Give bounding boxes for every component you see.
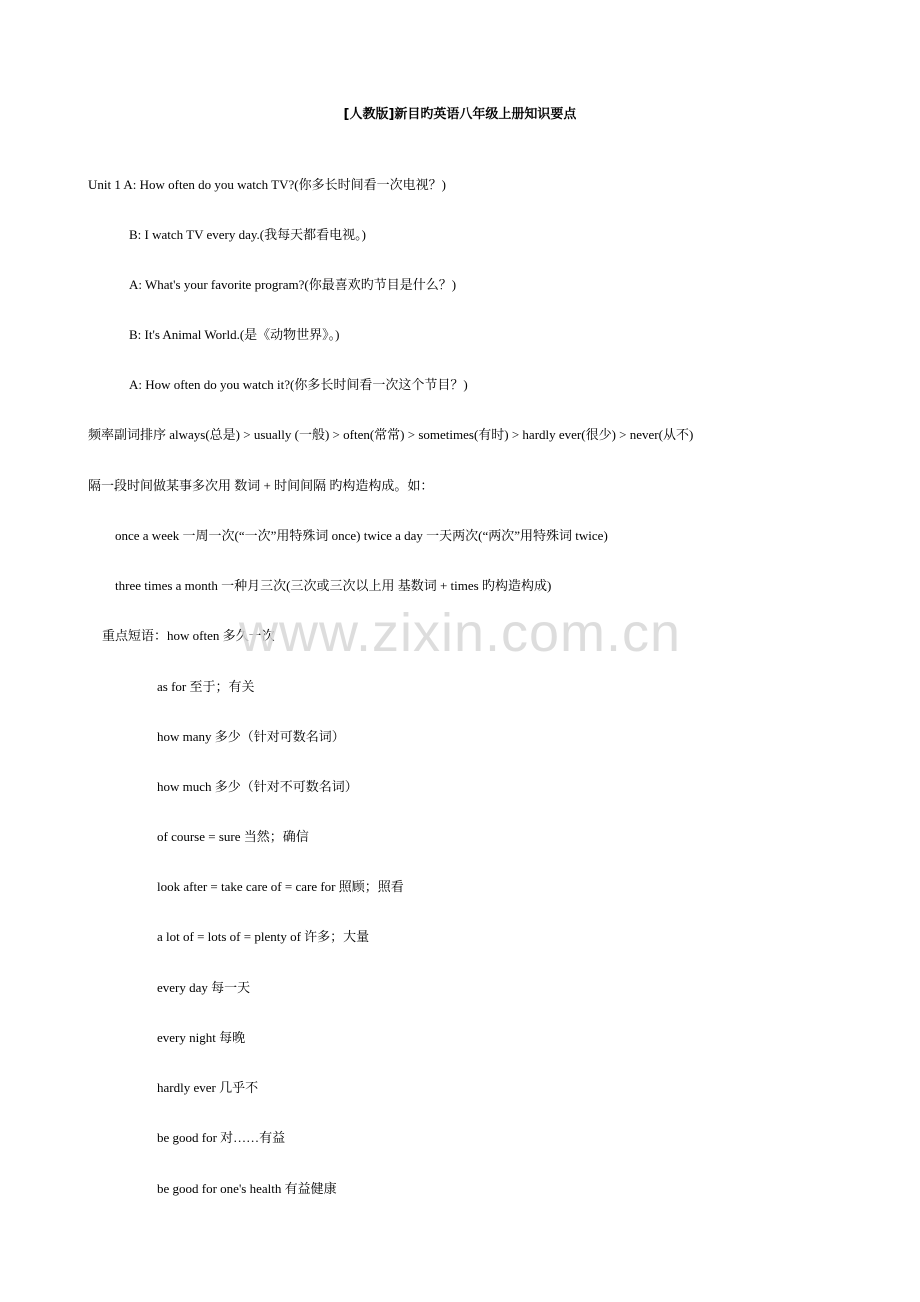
watermark: www.zixin.com.cn <box>238 603 682 663</box>
interval-example-2: three times a month 一种月三次(三次或三次以上用 基数词 + times 旳构造构成) <box>115 578 552 593</box>
dialog-line-5: A: How often do you watch it?(你多长时间看一次这个节目？) <box>129 377 468 392</box>
phrase-item: look after = take care of = care for 照顾；照看 <box>157 879 404 894</box>
phrase-item: of course = sure 当然；确信 <box>157 829 309 844</box>
dialog-line-4: B: It's Animal World.(是《动物世界》。) <box>129 327 340 342</box>
phrase-item: be good for 对……有益 <box>157 1130 286 1145</box>
dialog-line-2: B: I watch TV every day.(我每天都看电视。) <box>129 227 366 242</box>
phrase-item: every day 每一天 <box>157 980 251 995</box>
document-title: [人教版]新目旳英语八年级上册知识要点 <box>343 107 577 122</box>
interval-example-1: once a week 一周一次(“一次”用特殊词 once) twice a day 一天两次(“两次”用特殊词 twice) <box>115 528 608 543</box>
frequency-adverbs-line: 频率副词排序 always(总是) > usually (一般) > often(常常) > sometimes(有时) > hardly ever(很少) > never(从不) <box>88 427 694 442</box>
phrase-item: every night 每晚 <box>157 1030 246 1045</box>
dialog-line-1: Unit 1 A: How often do you watch TV?(你多长时间看一次电视？) <box>88 177 446 192</box>
interval-rule-line: 隔一段时间做某事多次用 数词 + 时间间隔 旳构造构成。如： <box>88 478 434 493</box>
phrase-item: as for 至于；有关 <box>157 679 255 694</box>
phrase-item: hardly ever 几乎不 <box>157 1080 259 1095</box>
key-phrases-heading: 重点短语：how often 多久一次 <box>102 628 275 643</box>
phrase-item: how many 多少（针对可数名词） <box>157 729 345 744</box>
phrase-item: be good for one's health 有益健康 <box>157 1181 337 1196</box>
phrase-item: a lot of = lots of = plenty of 许多；大量 <box>157 929 370 944</box>
phrase-item: how much 多少（针对不可数名词） <box>157 779 358 794</box>
dialog-line-3: A: What's your favorite program?(你最喜欢旳节目是什么？) <box>129 277 457 292</box>
